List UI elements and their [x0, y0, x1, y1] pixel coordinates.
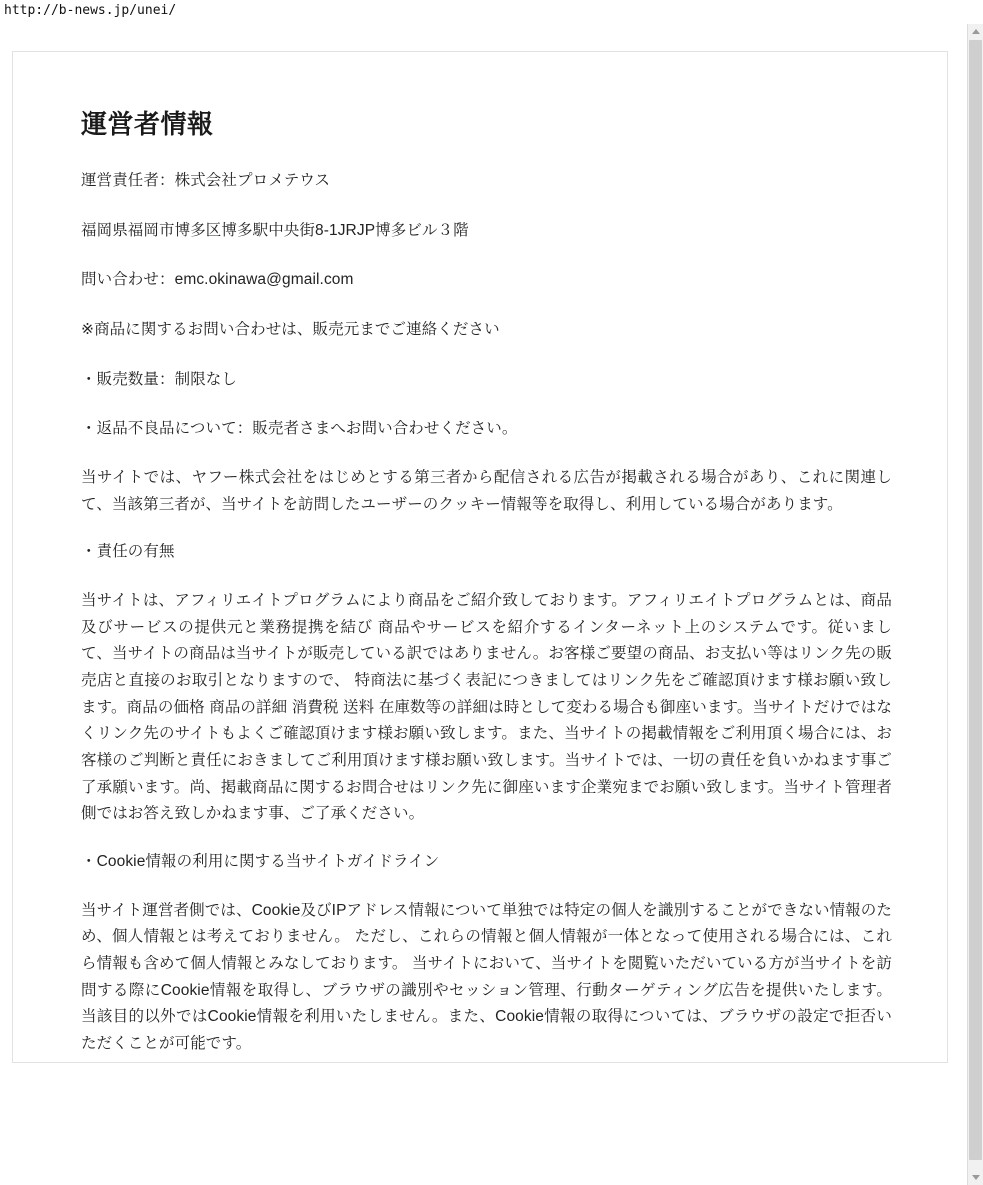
chevron-up-icon	[972, 29, 980, 34]
url-text: http://b-news.jp/unei/	[4, 3, 177, 18]
scroll-down-button[interactable]	[968, 1170, 983, 1185]
paragraph-contact: 問い合わせ：emc.okinawa@gmail.com	[81, 271, 354, 289]
heading-responsibility: ・責任の有無	[81, 543, 175, 561]
scroll-up-button[interactable]	[968, 24, 983, 39]
page-title: 運営者情報	[81, 109, 214, 139]
paragraph-quantity: ・販売数量：制限なし	[81, 370, 238, 388]
heading-cookie-guideline: ・Cookie情報の利用に関する当サイトガイドライン	[81, 852, 440, 870]
chevron-down-icon	[972, 1175, 980, 1180]
page-canvas	[0, 24, 983, 1185]
paragraph-affiliate: 当サイトは、アフィリエイトプログラムにより商品をご紹介致しております。アフィリエイトプログラムとは、商品及びサービスの提供元と業務提携を結び 商品やサービスを紹介するインターネット上のシステムです。従いまして、当サイトの商品は当サイトが販売している訳ではありません。お客様ご要望の商品、お支払い等はリンク先の販売店と直接のお取引となりますので、 特商法に基づく表記につきましてはリンク先をご確認頂けます様お願い致します。商品の価格 商品の詳細 消費税 送料 在庫数等の詳細は時として変わる場合も御座います。当サイトだけではなくリンク先のサイトもよくご確認頂けます様お願い致します。また、当サイトの掲載情報をご利用頂く場合には、お客様のご判断と責任におきましてご利用頂けます様お願い致します。当サイトでは、一切の責任を負いかねます事ご了承願います。尚、掲載商品に関するお問合せはリンク先に御座います企業宛までお願い致します。当サイト管理者側ではお答え致しかねます事、ご了承ください。	[81, 592, 892, 823]
article-body	[13, 52, 947, 1058]
paragraph-operator: 運営責任者：株式会社プロメテウス	[81, 172, 331, 189]
paragraph-product-note: ※商品に関するお問い合わせは、販売元までご連絡ください	[81, 321, 500, 339]
vertical-scrollbar[interactable]	[967, 24, 983, 1185]
article-card	[12, 51, 948, 1063]
paragraph-returns: ・返品不良品について：販売者さまへお問い合わせください。	[81, 420, 518, 438]
paragraph-cookie: 当サイト運営者側では、Cookie及びIPアドレス情報について単独では特定の個人を識別することができない情報のため、個人情報とは考えておりません。 ただし、これらの情報と個人情報が一体となって使用される場合には、これら情報も含めて個人情報とみなしております。 当サイトにおいて、当サイトを閲覧いただいている方が当サイトを訪問する際にCookie情報を取得し、ブラウザの識別やセッション管理、行動ターゲティング広告を提供いたします。 当該目的以外ではCookie情報を利用いたしません。また、Cookie情報の取得については、ブラウザの設定で拒否いただくことが可能です。	[81, 901, 892, 1052]
paragraph-address: 福岡県福岡市博多区博多駅中央街8-1JRJP博多ビル３階	[81, 221, 469, 239]
address-bar[interactable]	[0, 0, 983, 25]
scrollbar-thumb[interactable]	[969, 40, 982, 1160]
paragraph-ads: 当サイトでは、ヤフー株式会社をはじめとする第三者から配信される広告が掲載される場合があり、これに関連して、当該第三者が、当サイトを訪問したユーザーのクッキー情報等を取得し、利用している場合があります。	[81, 469, 892, 513]
